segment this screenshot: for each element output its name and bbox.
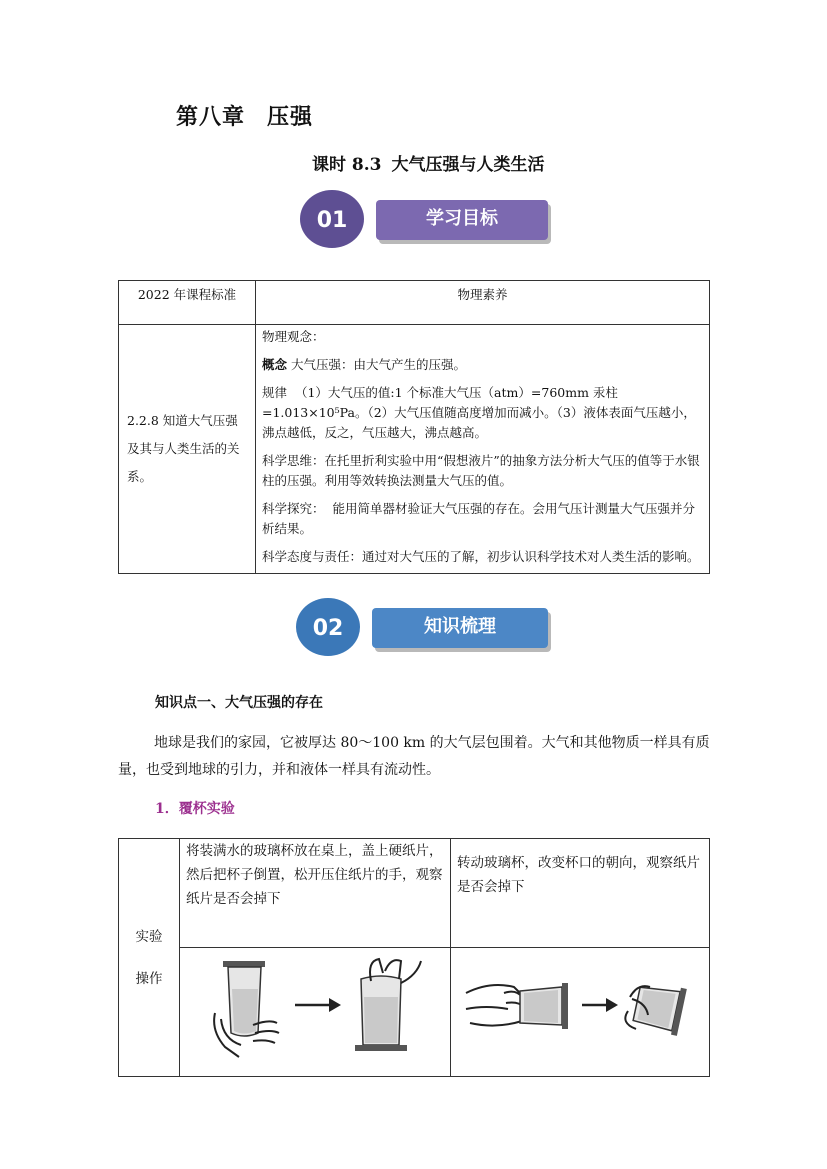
section-banner-knowledge [296,606,554,656]
experiment-row-label: 实验 操作 [119,839,180,1077]
literacy-item: 科学思维：在托里折利实验中用“假想液片”的抽象方法分析大气压的值等于水银柱的压强。利用等效转换法测量大气压的值。 [262,453,700,488]
lesson-title: 大气压强与人类生活 [391,155,545,175]
chapter-heading [176,100,313,131]
chapter-title: 压强 [267,104,314,130]
knowledge-point-title: 知识点一、大气压强的存在 [155,695,323,711]
lesson-number: 课时 8.3 [312,155,382,175]
section-number: 01 [316,208,348,233]
experiment-illustration-2 [451,948,710,1077]
goals-standard-cell: 2.2.8 知道大气压强及其与人类生活的关系。 [119,325,256,574]
goals-literacy-cell [256,325,710,574]
literacy-item: 规律 （1）大气压的值:1 个标准大气压（atm）=760mm 汞柱=1.013×10⁵Pa。（2）大气压值随高度增加而减小。（3）液体表面气压越小，沸点越低，反之，气压越大，沸点越高。 [262,385,696,440]
literacy-item: 科学态度与责任：通过对大气压的了解，初步认识科学技术对人类生活的影响。 [262,549,700,564]
section-label: 学习目标 [376,200,548,240]
literacy-item: 物理观念： [262,329,325,344]
experiment-subtitle: 1．覆杯实验 [155,801,235,817]
experiment-table [118,838,710,1077]
goals-table-header [119,281,710,325]
paper-card [223,961,265,967]
section-number: 02 [312,616,344,641]
paper-card [562,983,568,1029]
arrow-right-icon [329,998,341,1012]
goals-header-literacy: 物理素养 [256,281,710,325]
goals-table [118,280,710,574]
rotated-cup-illustration [460,953,700,1063]
experiment-step-2: 转动玻璃杯，改变杯口的朝向，观察纸片是否会掉下 [451,839,710,948]
experiment-illustration-1 [180,948,451,1077]
chapter-number: 第八章 [176,104,246,130]
goals-header-standard: 2022 年课程标准 [119,281,256,325]
literacy-item: 科学探究： 能用简单器材验证大气压强的存在。会用气压计测量大气压强并分析结果。 [262,501,695,536]
goals-table-row [119,325,710,574]
section-label: 知识梳理 [372,608,548,648]
knowledge-paragraph: 地球是我们的家园，它被厚达 80～100 km 的大气层包围着。大气和其他物质一样具有质量，也受到地球的引力，并和液体一样具有流动性。 [118,735,710,778]
experiment-text-row [119,839,710,948]
lesson-heading [312,150,545,175]
experiment-step-1: 将装满水的玻璃杯放在桌上，盖上硬纸片，然后把杯子倒置，松开压住纸片的手，观察纸片是否会掉下 [180,839,451,948]
literacy-item: 概念 大气压强：由大气产生的压强。 [262,357,467,372]
paper-card [355,1045,407,1051]
section-banner-goals [300,198,552,248]
experiment-image-row [119,948,710,1077]
inverted-cup-illustration [195,953,435,1063]
arrow-right-icon [606,998,618,1012]
